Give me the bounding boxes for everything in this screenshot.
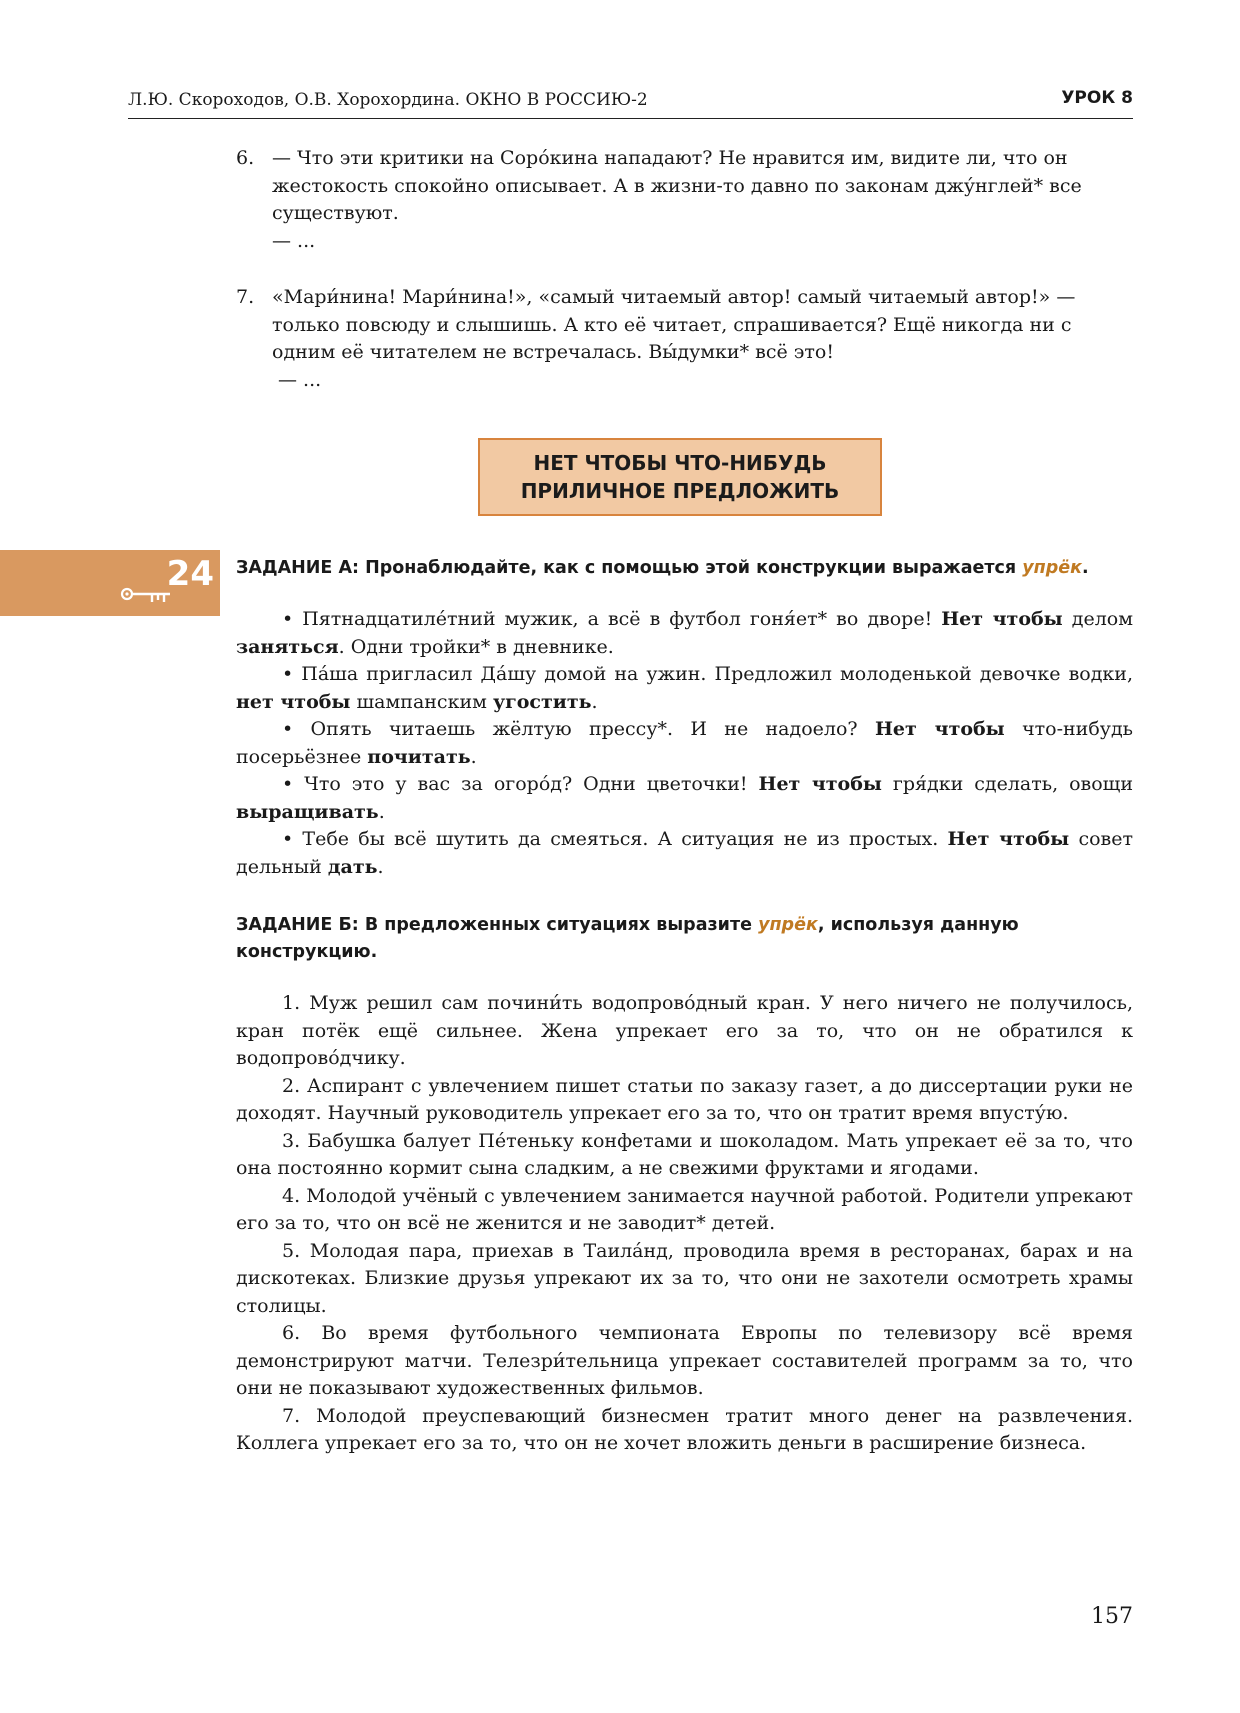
- item-text: «Мари́нина! Мари́нина!», «самый читаемый автор! самый читаемый автор!» — только повсюду и слышишь. А кто её читает, спрашивается? Ещё никогда ни с одним её читателем не встречалась. Вы́думки* всё это!: [272, 286, 1076, 363]
- exercise-number: 24: [166, 554, 214, 594]
- situation-item: 5. Молодая пара, приехав в Таила́нд, проводила время в ресторанах, барах и на дискотеках. Близкие друзья упрекают их за то, что они не захотели осмотреть храмы столицы.: [236, 1239, 1133, 1317]
- construction-line-2: ПРИЛИЧНОЕ ПРЕДЛОЖИТЬ: [520, 479, 840, 503]
- situation-item: 2. Аспирант с увлечением пишет статьи по заказу газет, а до диссертации руки не доходят. Научный руководитель упрекает его за то, что он тратит время впусту́ю.: [236, 1074, 1133, 1124]
- construction-box: [478, 438, 882, 516]
- accent-word: упрёк: [758, 915, 818, 935]
- example-sentence: • Что это у вас за огоро́д? Одни цветочки! Нет чтобы гря́дки сделать, овощи выращивать.: [236, 773, 1133, 823]
- accent-word: упрёк: [1022, 558, 1083, 578]
- example-sentence: • Па́ша пригласил Да́шу домой на ужин. Предложил молоденькой девочке водки, нет чтобы шампанским угостить.: [236, 663, 1133, 713]
- dialogue-item-6: [236, 145, 1133, 255]
- situation-item: 7. Молодой преуспевающий бизнесмен тратит много денег на развлечения. Коллега упрекает его за то, что он не хочет вложить деньги в расширение бизнеса.: [236, 1404, 1133, 1454]
- task-b-heading: ЗАДАНИЕ Б: В предложенных ситуациях выразите упрёк, используя данную конструкцию.: [236, 915, 1019, 962]
- example-sentence: • Пятнадцатиле́тний мужик, а всё в футбол гоня́ет* во дворе! Нет чтобы делом заняться. Одни тройки* в дневнике.: [236, 608, 1133, 658]
- exercise-tab: [0, 550, 220, 616]
- running-header: [128, 88, 1133, 119]
- situation-item: 4. Молодой учёный с увлечением занимается научной работой. Родители упрекают его за то, что он всё не женится и не заводит* детей.: [236, 1184, 1133, 1234]
- item-text: — Что эти критики на Соро́кина нападают? Не нравится им, видите ли, что он жестокость спокойно описывает. А в жизни-то давно по законам джу́нглей* все существуют.: [272, 147, 1082, 224]
- item-number: 6.: [236, 147, 255, 169]
- item-reply-placeholder: — ...: [272, 229, 316, 252]
- dialogue-item-7: [236, 284, 1133, 394]
- example-sentence: • Тебе бы всё шутить да смеяться. А ситуация не из простых. Нет чтобы совет дельный дать.: [236, 828, 1133, 878]
- example-sentence: • Опять читаешь жёлтую прессу*. И не надоело? Нет чтобы что-нибудь посерьёзнее почитать.: [236, 718, 1133, 768]
- situation-item: 3. Бабушка балует Пе́теньку конфетами и шоколадом. Мать упрекает её за то, что она постоянно кормит сына сладким, а не свежими фруктами и ягодами.: [236, 1129, 1133, 1179]
- situation-item: 1. Муж решил сам почини́ть водопрово́дный кран. У него ничего не получилось, кран потёк ещё сильнее. Жена упрекает его за то, что он не обратился к водопрово́дчику.: [236, 992, 1133, 1069]
- construction-line-1: НЕТ ЧТОБЫ ЧТО-НИБУДЬ: [533, 451, 827, 475]
- header-lesson: УРОК 8: [1061, 88, 1133, 108]
- header-authors-title: Л.Ю. Скороходов, О.В. Хорохордина. ОКНО В РОССИЮ-2: [128, 90, 648, 110]
- situations-list: [236, 990, 1133, 1458]
- task-a-heading: ЗАДАНИЕ А: Пронаблюдайте, как с помощью этой конструкции выражается упрёк.: [236, 558, 1089, 578]
- item-number: 7.: [236, 286, 255, 308]
- situation-item: 6. Во время футбольного чемпионата Европы по телевизору всё время демонстрируют матчи. Телезри́тельница упрекает составителей программ за то, что они не показывают художественных фильмов.: [236, 1322, 1133, 1399]
- page-number: 157: [1091, 1604, 1133, 1629]
- examples-list: [236, 606, 1133, 881]
- key-icon: [120, 582, 172, 610]
- item-reply-placeholder: — ...: [278, 368, 322, 391]
